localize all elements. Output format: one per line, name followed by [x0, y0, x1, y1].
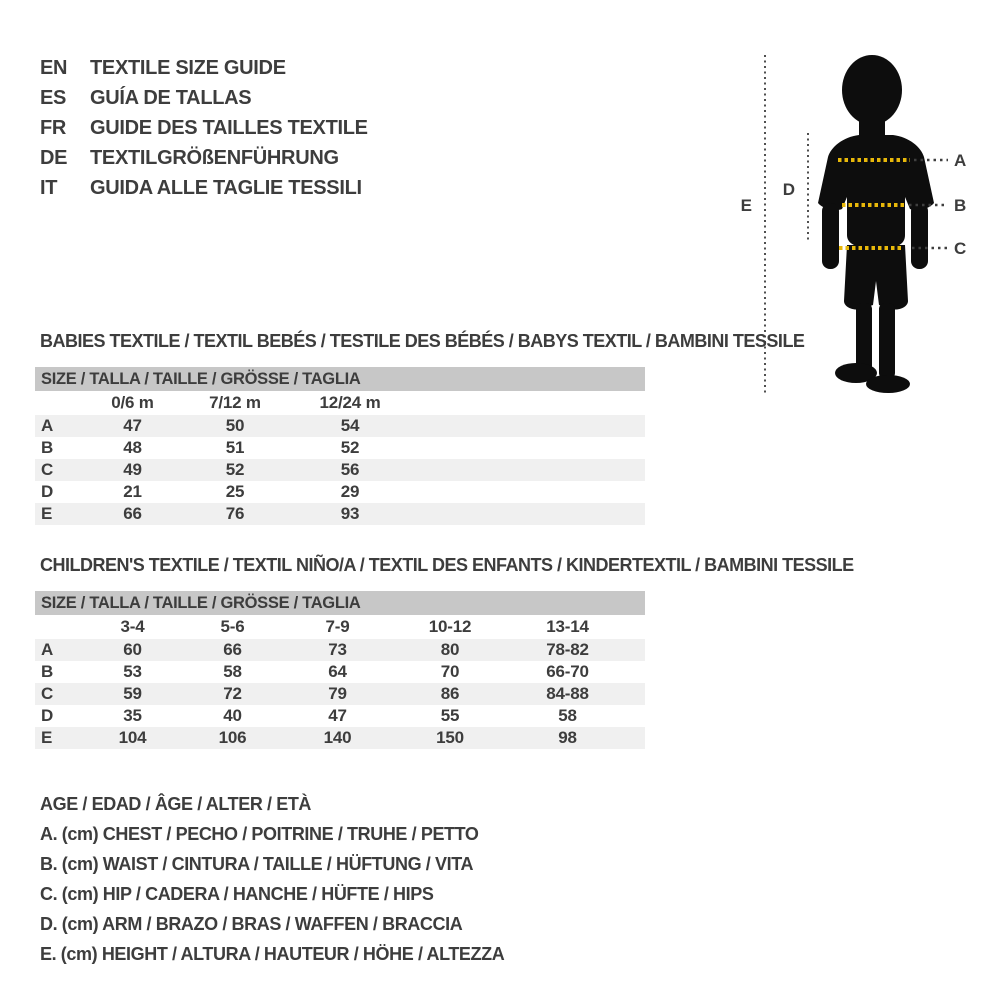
cell: 47: [328, 706, 347, 725]
table-row: [35, 437, 645, 459]
children-col-13-14: 13-14: [546, 617, 589, 636]
child-silhouette: [818, 55, 934, 393]
cell: 66: [223, 640, 242, 659]
cell: 140: [323, 728, 352, 747]
cell: 58: [223, 662, 242, 681]
arm-label: D: [782, 180, 795, 199]
lang-row-en: [40, 53, 368, 83]
row-label: A: [41, 416, 54, 435]
cell: 50: [225, 416, 245, 435]
lang-code-es: ES: [40, 87, 67, 109]
table-row: [35, 459, 645, 481]
cell: 55: [440, 706, 460, 725]
cell: 86: [440, 684, 460, 703]
row-label: C: [41, 460, 54, 479]
cell: 58: [558, 706, 577, 725]
silhouette-head: [842, 55, 902, 125]
cell: 51: [225, 438, 245, 457]
children-col-5-6: 5-6: [220, 617, 245, 636]
cell: 84-88: [546, 684, 589, 703]
row-label: C: [41, 684, 54, 703]
cell: 76: [225, 504, 245, 523]
children-colhead-spacer: [35, 615, 85, 639]
lang-title-it: GUIDA ALLE TAGLIE TESSILI: [90, 177, 362, 199]
lang-title-en: TEXTILE SIZE GUIDE: [90, 57, 286, 79]
lang-code-it: IT: [40, 177, 58, 199]
silhouette-right-leg: [879, 303, 895, 379]
silhouette-left-leg: [856, 303, 872, 373]
lang-row-fr: [40, 113, 368, 143]
row-label: D: [41, 482, 54, 501]
row-label: B: [41, 662, 54, 681]
lang-code-en: EN: [40, 57, 68, 79]
cell: 29: [340, 482, 360, 501]
silhouette-left-arm: [822, 203, 839, 269]
table-row: [35, 683, 645, 705]
legend-hip: C. (cm) HIP / CADERA / HANCHE / HÜFTE / HIPS: [40, 884, 434, 904]
babies-column-header-row: [35, 391, 645, 415]
cell: 60: [123, 640, 142, 659]
cell: 54: [340, 416, 360, 435]
babies-size-header-bar: SIZE / TALLA / TAILLE / GRÖSSE / TAGLIA: [35, 367, 645, 391]
silhouette-right-arm: [911, 203, 928, 269]
cell: 59: [123, 684, 142, 703]
cell: 64: [328, 662, 347, 681]
language-title-list: [40, 53, 368, 203]
cell: 35: [123, 706, 142, 725]
children-section-heading: CHILDREN'S TEXTILE / TEXTIL NIÑO/A / TEXTIL DES ENFANTS / KINDERTEXTIL / BAMBINI TESSILE: [40, 555, 854, 575]
children-col-3-4: 3-4: [120, 617, 145, 636]
hip-label: C: [954, 239, 967, 258]
children-col-7-9: 7-9: [325, 617, 350, 636]
row-label: E: [41, 504, 53, 523]
cell: 73: [328, 640, 347, 659]
height-label: E: [740, 196, 752, 215]
cell: 66: [123, 504, 142, 523]
legend-age: AGE / EDAD / ÂGE / ALTER / ETÀ: [40, 794, 312, 814]
table-row: [35, 415, 645, 437]
cell: 104: [118, 728, 147, 747]
cell: 80: [440, 640, 460, 659]
legend-waist: B. (cm) WAIST / CINTURA / TAILLE / HÜFTUNG / VITA: [40, 854, 474, 874]
cell: 72: [223, 684, 242, 703]
cell: 52: [225, 460, 245, 479]
waist-label: B: [954, 196, 967, 215]
lang-title-fr: GUIDE DES TAILLES TEXTILE: [90, 117, 368, 139]
table-row: [35, 639, 645, 661]
cell: 79: [328, 684, 347, 703]
cell: 47: [123, 416, 142, 435]
children-col-10-12: 10-12: [428, 617, 472, 636]
lang-code-fr: FR: [40, 117, 67, 139]
lang-title-es: GUÍA DE TALLAS: [90, 87, 252, 109]
children-column-header-row: [35, 615, 645, 639]
table-row: [35, 727, 645, 749]
cell: 48: [123, 438, 142, 457]
children-size-header-bar: SIZE / TALLA / TAILLE / GRÖSSE / TAGLIA: [35, 591, 645, 615]
cell: 49: [123, 460, 142, 479]
row-label: B: [41, 438, 54, 457]
lang-code-de: DE: [40, 147, 68, 169]
legend-chest: A. (cm) CHEST / PECHO / POITRINE / TRUHE / PETTO: [40, 824, 479, 844]
cell: 66-70: [546, 662, 589, 681]
cell: 40: [223, 706, 242, 725]
babies-col-0-6m: 0/6 m: [111, 393, 154, 412]
cell: 150: [436, 728, 464, 747]
silhouette-shorts: [844, 245, 908, 310]
cell: 93: [340, 504, 360, 523]
babies-col-12-24m: 12/24 m: [319, 393, 381, 412]
cell: 53: [123, 662, 142, 681]
table-row: [35, 481, 645, 503]
legend-height: E. (cm) HEIGHT / ALTURA / HAUTEUR / HÖHE / ALTEZZA: [40, 944, 505, 964]
table-row: [35, 705, 645, 727]
silhouette-right-shoe: [866, 375, 910, 393]
lang-row-it: [40, 173, 368, 203]
chest-label: A: [954, 151, 967, 170]
cell: 56: [340, 460, 360, 479]
cell: 98: [558, 728, 577, 747]
babies-col-7-12m: 7/12 m: [209, 393, 261, 412]
lang-row-es: [40, 83, 368, 113]
lang-title-de: TEXTILGRÖßENFÜHRUNG: [90, 147, 339, 169]
cell: 25: [225, 482, 245, 501]
row-label: E: [41, 728, 53, 747]
cell: 106: [218, 728, 247, 747]
cell: 52: [340, 438, 360, 457]
legend-arm: D. (cm) ARM / BRAZO / BRAS / WAFFEN / BRACCIA: [40, 914, 463, 934]
row-label: A: [41, 640, 54, 659]
babies-section-heading: BABIES TEXTILE / TEXTIL BEBÉS / TESTILE DES BÉBÉS / BABYS TEXTIL / BAMBINI TESSILE: [40, 331, 805, 351]
cell: 78-82: [546, 640, 589, 659]
babies-colhead-spacer: [35, 391, 85, 415]
lang-row-de: [40, 143, 368, 173]
table-row: [35, 661, 645, 683]
row-label: D: [41, 706, 54, 725]
cell: 21: [123, 482, 142, 501]
cell: 70: [440, 662, 460, 681]
measurement-legend: [40, 789, 504, 969]
table-row: [35, 503, 645, 525]
